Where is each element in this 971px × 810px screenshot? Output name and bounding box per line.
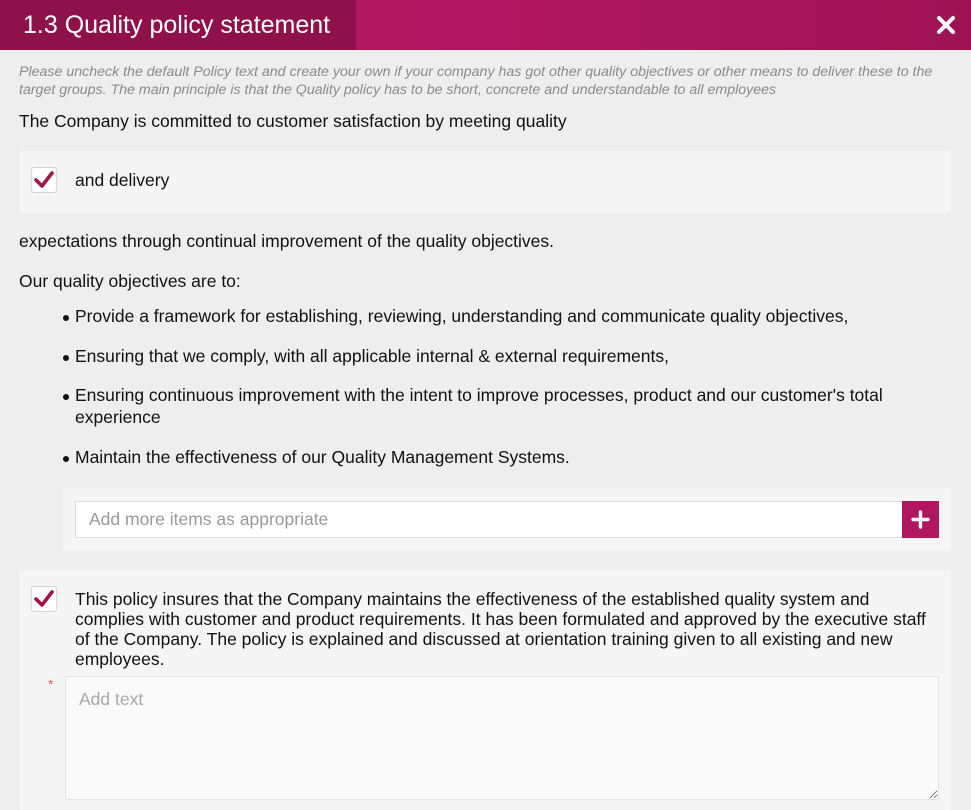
required-marker: * <box>48 676 54 692</box>
checkmark-icon <box>34 589 54 609</box>
dialog-title: 1.3 Quality policy statement <box>0 0 356 50</box>
delivery-checkbox[interactable] <box>31 167 57 193</box>
policy-text: This policy insures that the Company maintains the effectiveness of the established quality system and complies with customer and product requirements. It has been formulated and approved by the executive staff of the Company. The policy is explained and discussed at orientation training given to all existing and new employees. <box>75 589 926 669</box>
checkmark-icon <box>34 170 54 190</box>
policy-checkbox[interactable] <box>31 586 57 612</box>
objectives-list <box>60 305 940 468</box>
objective-item: Provide a framework for establishing, reviewing, understanding and communicate quality objectives, <box>60 305 940 327</box>
objective-item: Ensuring continuous improvement with the intent to improve processes, product and our customer's total experience <box>60 384 940 428</box>
plus-icon <box>902 501 939 538</box>
instruction-hint: Please uncheck the default Policy text and create your own if your company has got other quality objectives or other means to deliver these to the target groups. The main principle is that the Quality policy has to be short, concrete and understandable to all employees <box>19 64 933 98</box>
objective-item: Ensuring that we comply, with all applicable internal & external requirements, <box>60 345 940 367</box>
delivery-label: and delivery <box>75 170 170 190</box>
add-text-area[interactable] <box>65 676 939 800</box>
objective-item: Maintain the effectiveness of our Quality Management Systems. <box>60 446 940 468</box>
expectations-text: expectations through continual improvement of the quality objectives. <box>19 231 555 251</box>
close-icon <box>935 14 957 36</box>
delivery-option-panel <box>19 151 951 213</box>
intro-text: The Company is committed to customer satisfaction by meeting quality <box>19 111 567 131</box>
dialog-header <box>0 0 971 50</box>
close-button[interactable] <box>935 14 957 36</box>
objectives-heading: Our quality objectives are to: <box>19 271 241 291</box>
add-item-button[interactable] <box>902 501 939 538</box>
add-item-input[interactable] <box>75 501 902 538</box>
